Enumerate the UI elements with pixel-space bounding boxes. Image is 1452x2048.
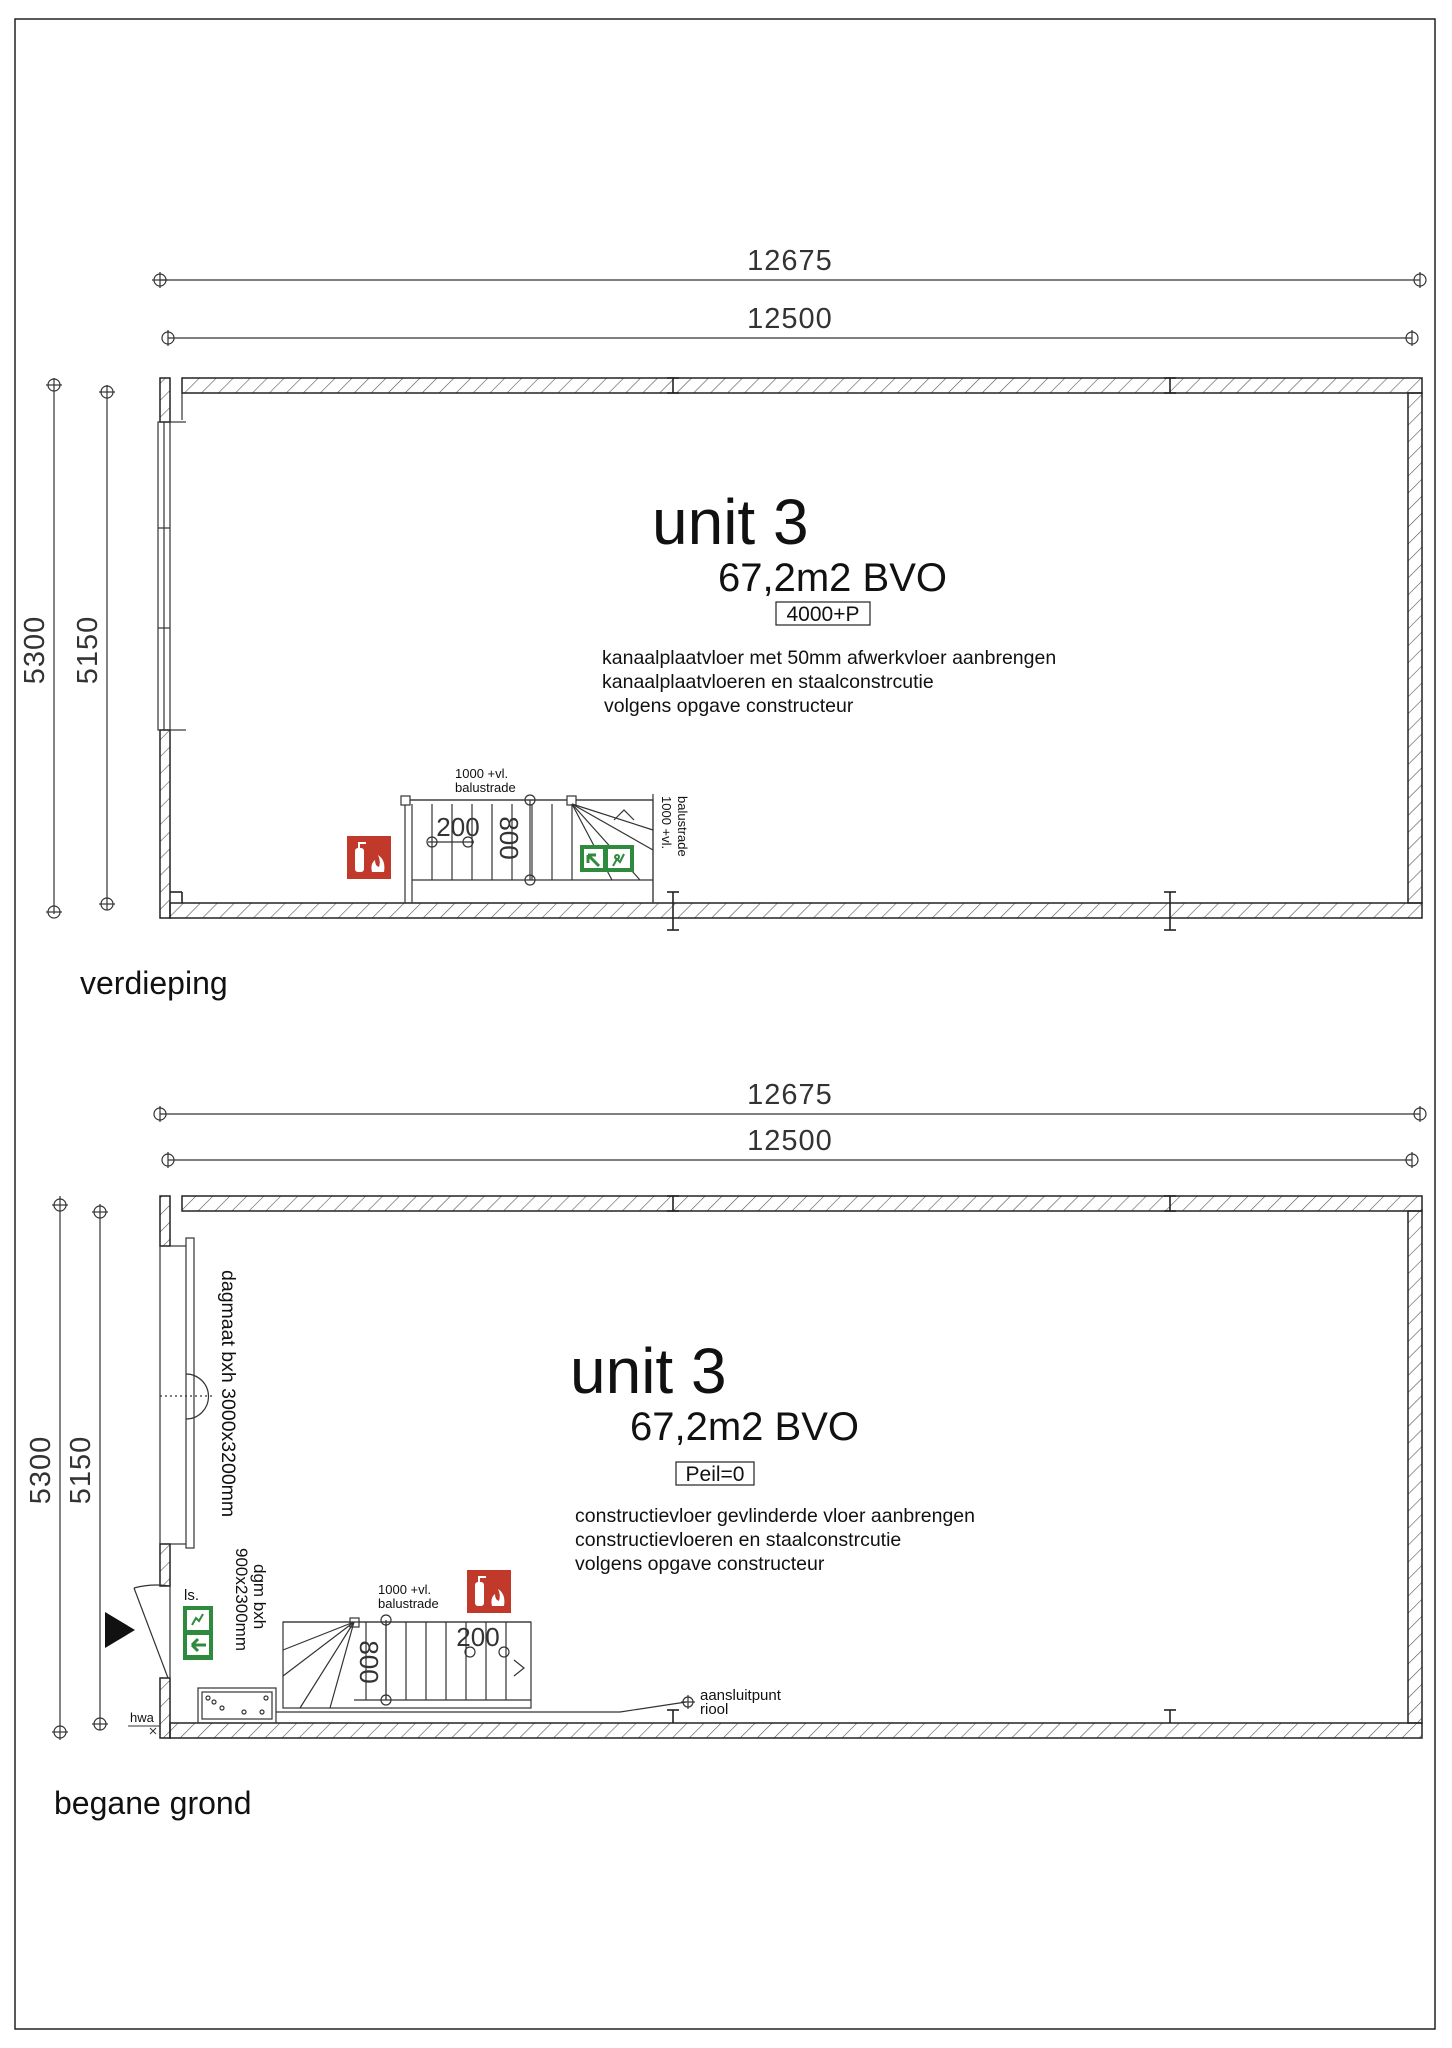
wall-bottom	[170, 1723, 1422, 1738]
wall-right	[1408, 1211, 1422, 1723]
dimension-outer-label: 12675	[747, 245, 833, 277]
dimension-height-outer-label: 5300	[19, 615, 51, 685]
unit-title: unit 3	[652, 486, 809, 558]
dimension-outer-label: 12675	[747, 1079, 833, 1111]
stair-tread-label: 200	[436, 812, 480, 842]
ground-floor-plan	[25, 1079, 1426, 1821]
dimension-height-outer-label: 5300	[25, 1435, 57, 1505]
balustrade-side-label-2: 1000 +vl.	[659, 796, 674, 850]
door2-label-2: 900x2300mm	[232, 1548, 251, 1652]
level-label: 4000+P	[786, 603, 860, 626]
fire-extinguisher-icon	[467, 1570, 511, 1613]
wall-right	[1408, 393, 1422, 903]
door-dimension-label: dagmaat bxh 3000x3200mm	[217, 1270, 239, 1518]
drain-label-1: aansluitpunt	[700, 1687, 781, 1704]
entrance-arrow-icon	[105, 1612, 135, 1648]
wall-top	[182, 1196, 1422, 1211]
door2-label-1: dgm bxh	[250, 1564, 269, 1630]
wall-top	[182, 378, 1422, 393]
hwa-marker	[128, 1726, 160, 1734]
drain-label-2: riool	[700, 1701, 729, 1718]
dimension-height-inner-label: 5150	[72, 615, 104, 685]
balustrade-top-label-1: 1000 +vl.	[455, 766, 509, 781]
unit-area: 67,2m2 BVO	[718, 556, 948, 600]
note-line-2: kanaalplaatvloeren en staalconstrcutie	[602, 671, 934, 693]
wall-left-middle	[160, 1544, 170, 1586]
wall-left-lower	[160, 1678, 170, 1738]
unit-area: 67,2m2 BVO	[630, 1405, 860, 1449]
utility-unit	[198, 1688, 276, 1723]
ls-label: ls.	[184, 1587, 199, 1604]
emergency-exit-icon	[183, 1606, 213, 1660]
dimension-height-inner-label: 5150	[65, 1435, 97, 1505]
balustrade-top-label-1: 1000 +vl.	[378, 1582, 432, 1597]
level-label: Peil=0	[685, 1463, 745, 1486]
note-line-1: kanaalplaatvloer met 50mm afwerkvloer aanbrengen	[602, 647, 1057, 669]
balustrade-top-label-2: balustrade	[378, 1596, 439, 1611]
stair-width-label: 800	[494, 816, 524, 860]
hwa-label: hwa	[130, 1710, 154, 1725]
wall-left-upper	[160, 1196, 170, 1246]
balustrade-side-label-1: balustrade	[675, 796, 690, 857]
wall-left-upper	[160, 378, 170, 422]
floor-caption: begane grond	[54, 1785, 252, 1821]
overhead-door	[160, 1238, 214, 1548]
wall-bottom	[170, 903, 1422, 918]
emergency-exit-icon	[580, 845, 634, 872]
dimension-inner-label: 12500	[747, 1125, 833, 1157]
upper-floor-plan	[19, 245, 1426, 1001]
note-line-1: constructievloer gevlinderde vloer aanbrengen	[575, 1505, 975, 1527]
column-markers	[667, 1196, 1176, 1723]
stair-tread-label: 200	[456, 1622, 500, 1652]
note-line-3: volgens opgave constructeur	[575, 1553, 825, 1575]
window-left	[158, 393, 186, 730]
balustrade-top-label-2: balustrade	[455, 780, 516, 795]
note-line-3: volgens opgave constructeur	[604, 695, 854, 717]
entrance-door	[134, 1585, 170, 1678]
fire-extinguisher-icon	[347, 836, 391, 879]
floor-caption: verdieping	[80, 965, 228, 1001]
note-line-2: constructievloeren en staalconstrcutie	[575, 1529, 902, 1551]
unit-title: unit 3	[570, 1335, 727, 1407]
dimension-inner-label: 12500	[747, 303, 833, 335]
stair-width-label: 800	[354, 1640, 384, 1684]
wall-left-lower	[160, 730, 170, 918]
